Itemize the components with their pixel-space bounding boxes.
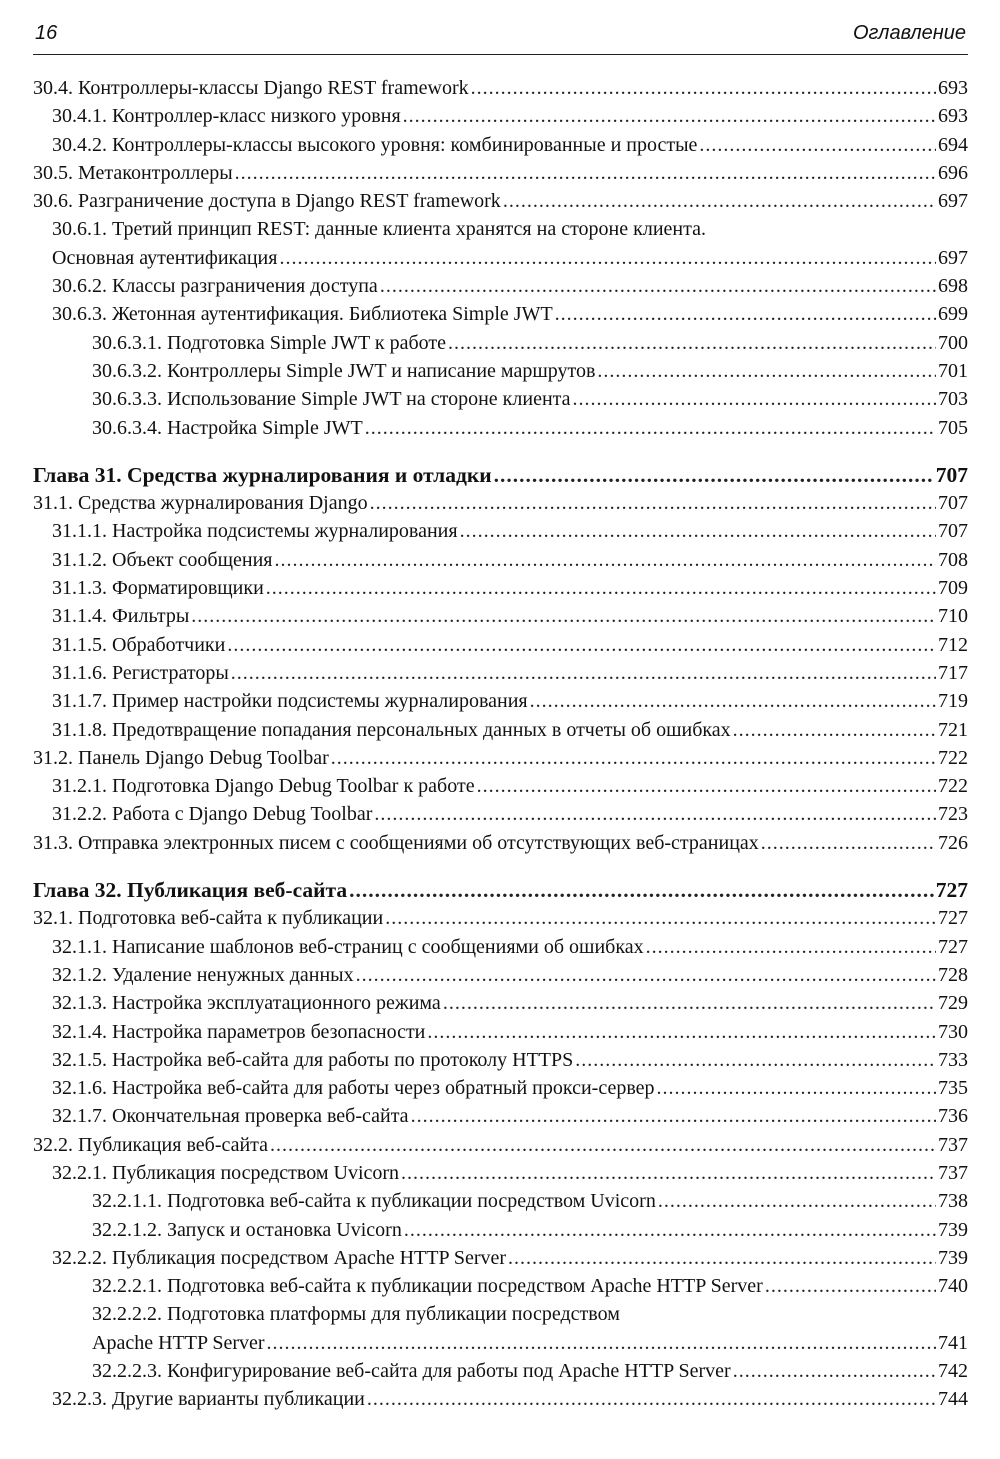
toc-entry-page: 738 xyxy=(938,1190,968,1213)
toc-entry[interactable] xyxy=(33,1272,968,1300)
toc-entry-label: 32.1.7. Окончательная проверка веб-сайта xyxy=(52,1105,409,1128)
leader-dots xyxy=(477,772,936,800)
toc-entry-label: 31.2.1. Подготовка Django Debug Toolbar к работе xyxy=(52,775,475,798)
toc-entry-page: 693 xyxy=(938,105,968,128)
toc-entry-page: 693 xyxy=(938,77,968,99)
toc-entry[interactable] xyxy=(33,74,968,102)
leader-dots xyxy=(658,1187,936,1215)
leader-dots xyxy=(279,244,936,272)
toc-entry-label: 32.2.3. Другие варианты публикации xyxy=(52,1388,365,1411)
toc-entry-page: 699 xyxy=(938,303,968,326)
toc-entry-label: 32.2.2.1. Подготовка веб-сайта к публикации посредством Apache HTTP Server xyxy=(92,1275,763,1298)
chapter-title: Глава 32. Публикация веб-сайта xyxy=(33,878,348,903)
leader-dots xyxy=(385,904,936,932)
leader-dots xyxy=(460,517,936,545)
toc-entry[interactable] xyxy=(33,631,968,659)
toc-entry[interactable] xyxy=(33,933,968,961)
toc-entry-label: 31.1.8. Предотвращение попадания персональных данных в отчеты об ошибках xyxy=(52,718,731,741)
toc-entry-label: Apache HTTP Server xyxy=(92,1331,265,1354)
toc-entry-label: Основная аутентификация xyxy=(52,246,278,269)
toc-entry[interactable] xyxy=(33,1046,968,1074)
toc-entry-page: 697 xyxy=(938,246,968,269)
toc-entry-label: 31.1.3. Форматировщики xyxy=(52,577,264,600)
toc-entry-label: 32.2.2. Публикация посредством Apache HTTP Server xyxy=(52,1246,507,1269)
toc-entry[interactable] xyxy=(33,1329,968,1357)
toc-entry[interactable] xyxy=(33,102,968,130)
leader-dots xyxy=(401,1159,936,1187)
toc-entry-page: 740 xyxy=(938,1275,968,1298)
leader-dots xyxy=(494,461,934,489)
toc-entry-page: 709 xyxy=(938,577,968,600)
toc-entry-page: 744 xyxy=(938,1388,968,1411)
toc-entry-page: 707 xyxy=(938,492,968,515)
leader-dots xyxy=(761,829,936,857)
toc-entry-page: 742 xyxy=(938,1360,968,1383)
toc-entry[interactable] xyxy=(33,800,968,828)
table-of-contents xyxy=(33,74,968,1414)
toc-entry[interactable] xyxy=(33,1357,968,1385)
leader-dots xyxy=(646,933,936,961)
toc-entry[interactable] xyxy=(33,1102,968,1130)
toc-entry-page: 722 xyxy=(938,746,968,769)
toc-entry[interactable] xyxy=(33,716,968,744)
toc-entry[interactable] xyxy=(33,187,968,215)
toc-entry-page: 719 xyxy=(938,690,968,713)
toc-entry-label: 32.2.2.3. Конфигурирование веб-сайта для работы под Apache HTTP Server xyxy=(92,1360,731,1383)
toc-entry-label: 30.6.3.2. Контроллеры Simple JWT и написание маршрутов xyxy=(92,359,596,382)
leader-dots xyxy=(191,602,936,630)
toc-entry-page: 696 xyxy=(938,161,968,184)
toc-entry-page: 710 xyxy=(938,605,968,628)
toc-entry-page: 697 xyxy=(938,190,968,213)
toc-entry-label: 30.6.3. Жетонная аутентификация. Библиотека Simple JWT xyxy=(52,303,553,326)
leader-dots xyxy=(573,385,936,413)
toc-entry-label: 32.2.1.2. Запуск и остановка Uvicorn xyxy=(92,1218,402,1241)
toc-block xyxy=(33,1357,968,1414)
toc-entry[interactable] xyxy=(33,414,968,442)
toc-entry[interactable] xyxy=(33,687,968,715)
toc-entry-page: 729 xyxy=(938,992,968,1015)
leader-dots xyxy=(266,574,936,602)
toc-entry-page: 733 xyxy=(938,1048,968,1071)
toc-entry[interactable] xyxy=(33,1159,968,1187)
toc-entry-label: 31.1.2. Объект сообщения xyxy=(52,548,273,571)
toc-entry[interactable] xyxy=(33,1385,968,1413)
toc-entry-page: 717 xyxy=(938,661,968,684)
toc-entry-multiline-first: 30.6.1. Третий принцип REST: данные клиента хранятся на стороне клиента. xyxy=(52,218,706,241)
toc-entry-label: 30.6.3.1. Подготовка Simple JWT к работе xyxy=(92,331,447,354)
toc-entry-page: 701 xyxy=(938,359,968,382)
toc-entry-label: 30.6.3.4. Настройка Simple JWT xyxy=(92,416,363,439)
leader-dots xyxy=(380,272,936,300)
toc-entry-label: 31.1.5. Обработчики xyxy=(52,633,226,656)
page-number: 16 xyxy=(35,22,58,44)
toc-entry-label: 31.1.6. Регистраторы xyxy=(52,661,229,684)
toc-entry-page: 736 xyxy=(938,1105,968,1128)
toc-entry[interactable] xyxy=(33,517,968,545)
toc-entry-label: 32.1.1. Написание шаблонов веб-страниц с сообщениями об ошибках xyxy=(52,935,644,958)
toc-entry-label: 31.3. Отправка электронных писем с сообщениями об отсутствующих веб-страницах xyxy=(33,831,759,854)
leader-dots xyxy=(356,961,936,989)
toc-entry-label: 30.4.2. Контроллеры-классы высокого уровня: комбинированные и простые xyxy=(52,133,698,156)
leader-dots xyxy=(331,744,936,772)
leader-dots xyxy=(427,1018,936,1046)
toc-entry[interactable] xyxy=(33,272,968,300)
leader-dots xyxy=(267,1329,936,1357)
leader-dots xyxy=(657,1074,936,1102)
toc-entry-page: 708 xyxy=(938,548,968,571)
toc-entry-page: 737 xyxy=(938,1133,968,1156)
toc-entry[interactable] xyxy=(33,159,968,187)
toc-entry[interactable] xyxy=(33,659,968,687)
leader-dots xyxy=(403,102,936,130)
leader-dots xyxy=(503,187,936,215)
leader-dots xyxy=(765,1272,936,1300)
toc-entry-label: 32.1.2. Удаление ненужных данных xyxy=(52,963,354,986)
toc-entry[interactable] xyxy=(33,829,968,857)
leader-dots xyxy=(597,357,936,385)
toc-entry[interactable] xyxy=(33,1187,968,1215)
toc-entry-label: 31.2. Панель Django Debug Toolbar xyxy=(33,746,329,769)
toc-block xyxy=(33,904,968,1300)
toc-entry-page: 703 xyxy=(938,388,968,411)
toc-block xyxy=(33,272,968,442)
spacer xyxy=(33,442,968,461)
leader-dots xyxy=(733,1357,936,1385)
leader-dots xyxy=(231,659,936,687)
toc-entry-label: 30.6. Разграничение доступа в Django REST framework xyxy=(33,190,501,213)
toc-entry-page: 694 xyxy=(938,133,968,156)
leader-dots xyxy=(733,716,936,744)
toc-entry[interactable] xyxy=(33,574,968,602)
leader-dots xyxy=(448,329,936,357)
toc-chapter-32[interactable] xyxy=(33,876,968,904)
leader-dots xyxy=(365,414,936,442)
leader-dots xyxy=(699,131,936,159)
toc-entry-page: 712 xyxy=(938,633,968,656)
leader-dots xyxy=(367,1385,936,1413)
toc-entry[interactable] xyxy=(33,1018,968,1046)
toc-entry-label: 32.2.1.1. Подготовка веб-сайта к публикации посредством Uvicorn xyxy=(92,1190,656,1213)
toc-entry[interactable] xyxy=(33,1074,968,1102)
toc-entry[interactable] xyxy=(33,744,968,772)
toc-block xyxy=(33,489,968,857)
toc-entry[interactable] xyxy=(33,357,968,385)
toc-entry-page: 728 xyxy=(938,963,968,986)
leader-dots xyxy=(404,1216,936,1244)
toc-entry-label: 31.1.7. Пример настройки подсистемы журналирования xyxy=(52,690,528,713)
toc-entry-label: 31.1.1. Настройка подсистемы журналирования xyxy=(52,520,458,543)
toc-entry-page: 721 xyxy=(938,718,968,741)
leader-dots xyxy=(270,1131,936,1159)
chapter-title: Глава 31. Средства журналирования и отладки xyxy=(33,462,492,487)
toc-entry-label: 31.1. Средства журналирования Django xyxy=(33,492,368,515)
page-header xyxy=(33,22,968,55)
toc-entry-label: 30.4.1. Контроллер-класс низкого уровня xyxy=(52,105,401,128)
toc-entry-label: 31.1.4. Фильтры xyxy=(52,605,190,628)
toc-entry[interactable] xyxy=(33,489,968,517)
leader-dots xyxy=(471,74,936,102)
toc-entry[interactable] xyxy=(33,1216,968,1244)
toc-entry-page: 698 xyxy=(938,275,968,298)
toc-entry-page: 730 xyxy=(938,1020,968,1043)
leader-dots xyxy=(443,989,936,1017)
toc-entry-label: 32.1. Подготовка веб-сайта к публикации xyxy=(33,907,384,930)
toc-chapter-31[interactable] xyxy=(33,461,968,489)
toc-entry-page: 726 xyxy=(938,831,968,854)
leader-dots xyxy=(508,1244,936,1272)
toc-entry-page: 707 xyxy=(938,520,968,543)
toc-entry[interactable] xyxy=(33,385,968,413)
toc-entry-page: 722 xyxy=(938,775,968,798)
toc-entry-label: 31.2.2. Работа с Django Debug Toolbar xyxy=(52,803,373,826)
toc-entry-page: 737 xyxy=(938,1161,968,1184)
leader-dots xyxy=(235,159,936,187)
toc-entry[interactable] xyxy=(33,546,968,574)
toc-entry-page: 739 xyxy=(938,1218,968,1241)
toc-entry-label: 30.5. Метаконтроллеры xyxy=(33,161,233,184)
toc-entry-page: 739 xyxy=(938,1246,968,1269)
toc-entry-page: 705 xyxy=(938,416,968,439)
toc-entry-label: 32.2.1. Публикация посредством Uvicorn xyxy=(52,1161,400,1184)
leader-dots xyxy=(555,300,936,328)
toc-entry[interactable] xyxy=(33,329,968,357)
toc-entry-page: 727 xyxy=(938,907,968,930)
leader-dots xyxy=(374,800,936,828)
chapter-page: 707 xyxy=(935,462,968,487)
leader-dots xyxy=(274,546,936,574)
toc-entry-label: 30.4. Контроллеры-классы Django REST framework xyxy=(33,77,469,99)
toc-entry-page: 735 xyxy=(938,1077,968,1100)
spacer xyxy=(33,857,968,876)
leader-dots xyxy=(411,1102,936,1130)
toc-entry[interactable] xyxy=(33,772,968,800)
toc-block xyxy=(33,74,968,215)
toc-entry[interactable] xyxy=(33,961,968,989)
toc-entry[interactable] xyxy=(33,300,968,328)
leader-dots xyxy=(530,687,936,715)
toc-entry-label: 30.6.3.3. Использование Simple JWT на стороне клиента xyxy=(92,388,571,411)
toc-entry[interactable] xyxy=(33,244,968,272)
toc-entry-label: 32.1.4. Настройка параметров безопасности xyxy=(52,1020,426,1043)
chapter-page: 727 xyxy=(935,878,968,903)
leader-dots xyxy=(227,631,936,659)
toc-entry-label: 30.6.2. Классы разграничения доступа xyxy=(52,275,378,298)
toc-entry[interactable] xyxy=(33,989,968,1017)
toc-entry-label: 32.1.3. Настройка эксплуатационного режима xyxy=(52,992,441,1015)
section-title: Оглавление xyxy=(852,22,966,44)
toc-entry-multiline-first: 32.2.2.2. Подготовка платформы для публикации посредством xyxy=(92,1303,620,1326)
toc-entry[interactable] xyxy=(33,131,968,159)
toc-entry[interactable] xyxy=(33,602,968,630)
leader-dots xyxy=(575,1046,936,1074)
toc-entry[interactable] xyxy=(33,1131,968,1159)
toc-entry-label: 32.2. Публикация веб-сайта xyxy=(33,1133,269,1156)
toc-entry-label: 32.1.6. Настройка веб-сайта для работы через обратный прокси-сервер xyxy=(52,1077,655,1100)
leader-dots xyxy=(370,489,936,517)
toc-entry-label: 32.1.5. Настройка веб-сайта для работы по протоколу HTTPS xyxy=(52,1048,574,1071)
toc-entry-page: 700 xyxy=(938,331,968,354)
leader-dots xyxy=(349,876,934,904)
toc-entry[interactable] xyxy=(33,904,968,932)
toc-entry-page: 741 xyxy=(938,1331,968,1354)
toc-entry-page: 723 xyxy=(938,803,968,826)
toc-entry[interactable] xyxy=(33,1244,968,1272)
toc-entry-page: 727 xyxy=(938,935,968,958)
